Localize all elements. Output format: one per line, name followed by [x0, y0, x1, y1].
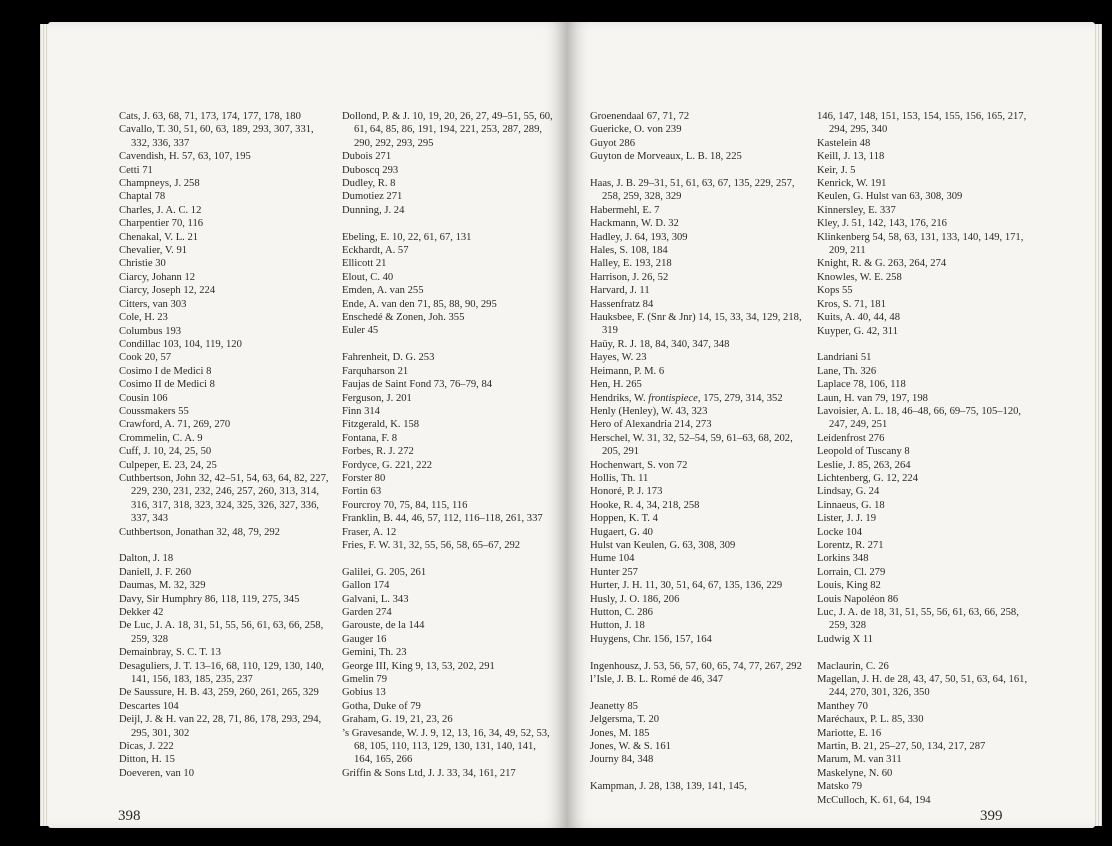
index-column-2: [342, 110, 557, 780]
index-entry: Ingenhousz, J. 53, 56, 57, 60, 65, 74, 77, 267, 292: [590, 660, 802, 672]
index-entry: Galvani, L. 343: [342, 593, 409, 605]
index-entry: Cetti 71: [119, 164, 153, 176]
index-entry: Champneys, J. 258: [119, 178, 200, 190]
index-entry: Charpentier 70, 116: [119, 218, 204, 230]
index-entry: Journy 84, 348: [590, 754, 654, 766]
index-entry: Dudley, R. 8: [342, 178, 396, 190]
index-entry: Husly, J. O. 186, 206: [590, 593, 680, 605]
index-entry: Jeanetty 85: [590, 700, 638, 712]
index-entry: Condillac 103, 104, 119, 120: [119, 338, 242, 350]
index-entry: Lorentz, R. 271: [817, 539, 884, 551]
index-entry: Haüy, R. J. 18, 84, 340, 347, 348: [590, 338, 730, 350]
index-entry: Halley, E. 193, 218: [590, 258, 672, 270]
index-entry: Henly (Henley), W. 43, 323: [590, 405, 708, 417]
index-entry: Lorrain, Cl. 279: [817, 566, 886, 578]
index-entry: Kley, J. 51, 142, 143, 176, 216: [817, 218, 947, 230]
index-entry: Hugaert, G. 40: [590, 526, 653, 538]
index-entry: Hen, H. 265: [590, 379, 642, 391]
index-entry: Graham, G. 19, 21, 23, 26: [342, 714, 453, 726]
index-entry: Enschedé & Zonen, Joh. 355: [342, 312, 465, 324]
index-entry: Cuthbertson, Jonathan 32, 48, 79, 292: [119, 526, 280, 538]
index-entry: Ebeling, E. 10, 22, 61, 67, 131: [342, 231, 472, 243]
index-entry: Hulst van Keulen, G. 63, 308, 309: [590, 539, 736, 551]
index-entry: Descartes 104: [119, 700, 179, 712]
index-entry: Keir, J. 5: [817, 164, 856, 176]
index-entry: Hollis, Th. 11: [590, 472, 649, 484]
index-entry: Dunning, J. 24: [342, 204, 405, 216]
index-entry: 146, 147, 148, 151, 153, 154, 155, 156, 165, 217, 294, 295, 340: [817, 111, 1027, 136]
index-entry: Columbus 193: [119, 325, 182, 337]
index-entry: Elout, C. 40: [342, 271, 394, 283]
index-entry: Mariotte, E. 16: [817, 727, 882, 739]
index-entry: Coussmakers 55: [119, 405, 189, 417]
index-entry: Demainbray, S. C. T. 13: [119, 647, 221, 659]
index-entry: Crommelin, C. A. 9: [119, 432, 203, 444]
index-entry: Klinkenberg 54, 58, 63, 131, 133, 140, 149, 171, 209, 211: [817, 231, 1024, 257]
index-entry: Jones, W. & S. 161: [590, 741, 671, 753]
index-entry: Chenakal, V. L. 21: [119, 231, 199, 243]
entry-gap: [590, 646, 805, 659]
entry-gap: [119, 539, 334, 552]
index-entry: Finn 314: [342, 405, 380, 417]
index-entry: Citters, van 303: [119, 298, 187, 310]
index-entry: Hendriks, W. frontispiece, 175, 279, 314, 352: [590, 392, 783, 404]
index-entry: Kops 55: [817, 285, 853, 297]
index-entry: Duboscq 293: [342, 164, 399, 176]
index-entry: Landriani 51: [817, 352, 872, 364]
index-entry: Doeveren, van 10: [119, 767, 195, 779]
index-entry: Groenendaal 67, 71, 72: [590, 111, 690, 122]
index-entry: Garouste, de la 144: [342, 620, 425, 632]
index-entry: Gemini, Th. 23: [342, 647, 407, 659]
index-entry: Martin, B. 21, 25–27, 50, 134, 217, 287: [817, 741, 986, 753]
index-entry: Fries, F. W. 31, 32, 55, 56, 58, 65–67, 292: [342, 539, 521, 551]
index-entry: Linnaeus, G. 18: [817, 499, 885, 511]
index-entry: Ferguson, J. 201: [342, 392, 412, 404]
index-entry: Matsko 79: [817, 781, 863, 793]
index-entry: Hutton, C. 286: [590, 607, 653, 619]
index-entry: De Luc, J. A. 18, 31, 51, 55, 56, 61, 63, 66, 258, 259, 328: [119, 620, 324, 645]
entry-gap: [342, 338, 557, 351]
index-entry: Marum, M. van 311: [817, 754, 902, 766]
index-entry: Guyot 286: [590, 137, 636, 149]
index-entry: Faujas de Saint Fond 73, 76–79, 84: [342, 379, 493, 391]
index-entry: Magellan, J. H. de 28, 43, 47, 50, 51, 63, 64, 161, 244, 270, 301, 326, 350: [817, 674, 1028, 699]
index-entry: Kuits, A. 40, 44, 48: [817, 312, 900, 324]
index-entry: Lorkins 348: [817, 553, 869, 565]
index-entry: Ditton, H. 15: [119, 754, 175, 766]
index-column-4: [817, 110, 1032, 807]
index-entry: Habermehl, E. 7: [590, 204, 660, 216]
index-entry: Gmelin 79: [342, 674, 388, 686]
index-entry: Dubois 271: [342, 151, 392, 163]
index-entry: Herschel, W. 31, 32, 52–54, 59, 61–63, 68, 202, 205, 291: [590, 432, 793, 458]
index-entry: McCulloch, K. 61, 64, 194: [817, 794, 931, 806]
index-entry: Leopold of Tuscany 8: [817, 446, 910, 458]
index-entry: Culpeper, E. 23, 24, 25: [119, 459, 217, 471]
index-entry: Hochenwart, S. von 72: [590, 459, 688, 471]
index-entry: Haas, J. B. 29–31, 51, 61, 63, 67, 135, 229, 257, 258, 259, 328, 329: [590, 178, 795, 203]
index-entry: Leslie, J. 85, 263, 264: [817, 459, 911, 471]
index-entry: Forbes, R. J. 272: [342, 446, 414, 458]
entry-gap: [590, 164, 805, 177]
index-entry: Cook 20, 57: [119, 352, 172, 364]
index-entry: Lichtenberg, G. 12, 224: [817, 472, 919, 484]
index-entry: Dicas, J. 222: [119, 741, 174, 753]
index-entry: Ciarcy, Joseph 12, 224: [119, 285, 216, 297]
index-entry: Gallon 174: [342, 580, 390, 592]
index-entry: Fourcroy 70, 75, 84, 115, 116: [342, 499, 468, 511]
index-entry: Harrison, J. 26, 52: [590, 271, 669, 283]
index-entry: Locke 104: [817, 526, 863, 538]
index-entry: Fahrenheit, D. G. 253: [342, 352, 435, 364]
index-entry: Griffin & Sons Ltd, J. J. 33, 34, 161, 217: [342, 767, 516, 779]
index-entry: Christie 30: [119, 258, 166, 270]
index-entry: Cavallo, T. 30, 51, 60, 63, 189, 293, 307, 331, 332, 336, 337: [119, 124, 314, 149]
index-entry: Ciarcy, Johann 12: [119, 271, 196, 283]
index-entry: Hauksbee, F. (Snr & Jnr) 14, 15, 33, 34, 129, 218, 319: [590, 312, 802, 337]
index-entry: Deijl, J. & H. van 22, 28, 71, 86, 178, 293, 294, 295, 301, 302: [119, 714, 322, 739]
index-entry: Franklin, B. 44, 46, 57, 112, 116–118, 261, 337: [342, 513, 543, 525]
index-entry: Fraser, A. 12: [342, 526, 397, 538]
index-entry: Cole, H. 23: [119, 312, 168, 324]
index-entry: De Saussure, H. B. 43, 259, 260, 261, 265, 329: [119, 687, 319, 699]
index-entry: Gotha, Duke of 79: [342, 700, 421, 712]
index-column-1: [119, 110, 334, 780]
page-number: 398: [118, 808, 141, 824]
index-column-3: [590, 110, 805, 794]
index-entry: Huygens, Chr. 156, 157, 164: [590, 633, 712, 645]
index-entry: Gobius 13: [342, 687, 386, 699]
index-entry: Heimann, P. M. 6: [590, 365, 665, 377]
left-page: [48, 22, 567, 828]
index-entry: Fortin 63: [342, 486, 382, 498]
entry-gap: [817, 646, 1032, 659]
index-entry: Hadley, J. 64, 193, 309: [590, 231, 688, 243]
index-entry: Louis, King 82: [817, 580, 881, 592]
index-entry: Hume 104: [590, 553, 635, 565]
index-entry: Cosimo I de Medici 8: [119, 365, 212, 377]
index-entry: Dekker 42: [119, 607, 164, 619]
index-entry: Keill, J. 13, 118: [817, 151, 885, 163]
index-entry: Cousin 106: [119, 392, 168, 404]
index-entry: Kenrick, W. 191: [817, 178, 887, 190]
index-entry: Kastelein 48: [817, 137, 871, 149]
index-entry: Jones, M. 185: [590, 727, 650, 739]
index-entry: Hoppen, K. T. 4: [590, 513, 658, 525]
index-entry: Cosimo II de Medici 8: [119, 379, 215, 391]
index-entry: Euler 45: [342, 325, 379, 337]
index-entry: Maréchaux, P. L. 85, 330: [817, 714, 924, 726]
index-entry: Maskelyne, N. 60: [817, 767, 893, 779]
index-entry: Lister, J. J. 19: [817, 513, 877, 525]
index-entry: Guericke, O. von 239: [590, 124, 682, 136]
index-entry: Dalton, J. 18: [119, 553, 174, 565]
index-entry: Dollond, P. & J. 10, 19, 20, 26, 27, 49–51, 55, 60, 61, 64, 85, 86, 191, 194, 221, 253, 287, 289, 290, 292, 293, 295: [342, 111, 553, 149]
index-entry: Farquharson 21: [342, 365, 409, 377]
index-entry: Louis Napoléon 86: [817, 593, 899, 605]
index-entry: Hackmann, W. D. 32: [590, 218, 679, 230]
index-entry: George III, King 9, 13, 53, 202, 291: [342, 660, 495, 672]
index-entry: Honoré, P. J. 173: [590, 486, 663, 498]
index-entry: Daumas, M. 32, 329: [119, 580, 206, 592]
index-entry: Dumotiez 271: [342, 191, 403, 203]
index-entry: Desaguliers, J. T. 13–16, 68, 110, 129, 130, 140, 141, 156, 183, 185, 235, 237: [119, 660, 324, 686]
index-entry: Hero of Alexandria 214, 273: [590, 419, 712, 431]
index-entry: Maclaurin, C. 26: [817, 660, 889, 672]
index-entry: Kuyper, G. 42, 311: [817, 325, 898, 337]
index-entry: Manthey 70: [817, 700, 868, 712]
index-entry: ’s Gravesande, W. J. 9, 12, 13, 16, 34, 49, 52, 53, 68, 105, 110, 113, 129, 130, 131, 140, 141, 164, 165, 266: [342, 727, 550, 766]
index-entry: Kampman, J. 28, 138, 139, 141, 145,: [590, 781, 747, 793]
index-entry: Garden 274: [342, 606, 392, 618]
entry-gap: [817, 338, 1032, 351]
right-page: [567, 22, 1095, 828]
index-entry: Keulen, G. Hulst van 63, 308, 309: [817, 191, 963, 203]
index-entry: Hunter 257: [590, 566, 638, 578]
index-entry: Hayes, W. 23: [590, 352, 647, 364]
index-entry: Ludwig X 11: [817, 633, 874, 645]
entry-gap: [590, 767, 805, 780]
page-number: 399: [980, 808, 1003, 824]
index-entry: Fitzgerald, K. 158: [342, 419, 420, 431]
index-entry: Chaptal 78: [119, 191, 166, 203]
entry-gap: [590, 686, 805, 699]
index-entry: Hutton, J. 18: [590, 620, 645, 632]
index-entry: Emden, A. van 255: [342, 285, 424, 297]
index-entry: Ende, A. van den 71, 85, 88, 90, 295: [342, 298, 497, 310]
index-entry: Knowles, W. E. 258: [817, 271, 902, 283]
index-entry: Eckhardt, A. 57: [342, 245, 409, 257]
index-entry: Cavendish, H. 57, 63, 107, 195: [119, 151, 251, 163]
index-entry: Ellicott 21: [342, 258, 387, 270]
index-entry: Lavoisier, A. L. 18, 46–48, 66, 69–75, 105–120, 247, 249, 251: [817, 405, 1022, 431]
index-entry: Harvard, J. 11: [590, 285, 650, 297]
index-entry: Lindsay, G. 24: [817, 486, 880, 498]
index-entry: Hales, S. 108, 184: [590, 245, 668, 257]
index-entry: Chevalier, V. 91: [119, 245, 188, 257]
index-entry: Hassenfratz 84: [590, 298, 654, 310]
index-entry: Galilei, G. 205, 261: [342, 566, 427, 578]
index-entry: Kinnersley, E. 337: [817, 204, 896, 216]
index-entry: Jelgersma, T. 20: [590, 714, 660, 726]
index-entry: Leidenfrost 276: [817, 432, 885, 444]
index-entry: Gauger 16: [342, 633, 387, 645]
index-entry: Laplace 78, 106, 118: [817, 379, 906, 391]
index-entry: Laun, H. van 79, 197, 198: [817, 392, 928, 404]
index-entry: Cuff, J. 10, 24, 25, 50: [119, 446, 212, 458]
index-entry: Cuthbertson, John 32, 42–51, 54, 63, 64, 82, 227, 229, 230, 231, 232, 246, 257, 260, 313, 314, 316, 317, 318, 323, 324, 325, 326, 327, 336, 337, 343: [119, 472, 329, 525]
index-entry: Fontana, F. 8: [342, 432, 398, 444]
index-entry: Forster 80: [342, 472, 386, 484]
index-entry: l’Isle, J. B. L. Romé de 46, 347: [590, 674, 723, 686]
index-entry: Lane, Th. 326: [817, 365, 877, 377]
index-entry: Daniell, J. F. 260: [119, 566, 192, 578]
index-entry: Kros, S. 71, 181: [817, 298, 886, 310]
index-entry: Guyton de Morveaux, L. B. 18, 225: [590, 151, 742, 163]
index-entry: Crawford, A. 71, 269, 270: [119, 419, 231, 431]
index-entry: Hurter, J. H. 11, 30, 51, 64, 67, 135, 136, 229: [590, 580, 783, 592]
index-entry: Fordyce, G. 221, 222: [342, 459, 433, 471]
index-entry: Cats, J. 63, 68, 71, 173, 174, 177, 178, 180: [119, 111, 301, 122]
index-entry: Charles, J. A. C. 12: [119, 204, 202, 216]
index-entry: Luc, J. A. de 18, 31, 51, 55, 56, 61, 63, 66, 258, 259, 328: [817, 607, 1019, 632]
entry-gap: [342, 552, 557, 565]
index-entry: Davy, Sir Humphry 86, 118, 119, 275, 345: [119, 593, 300, 605]
entry-gap: [342, 217, 557, 230]
index-entry: Hooke, R. 4, 34, 218, 258: [590, 499, 700, 511]
index-entry: Knight, R. & G. 263, 264, 274: [817, 258, 947, 270]
